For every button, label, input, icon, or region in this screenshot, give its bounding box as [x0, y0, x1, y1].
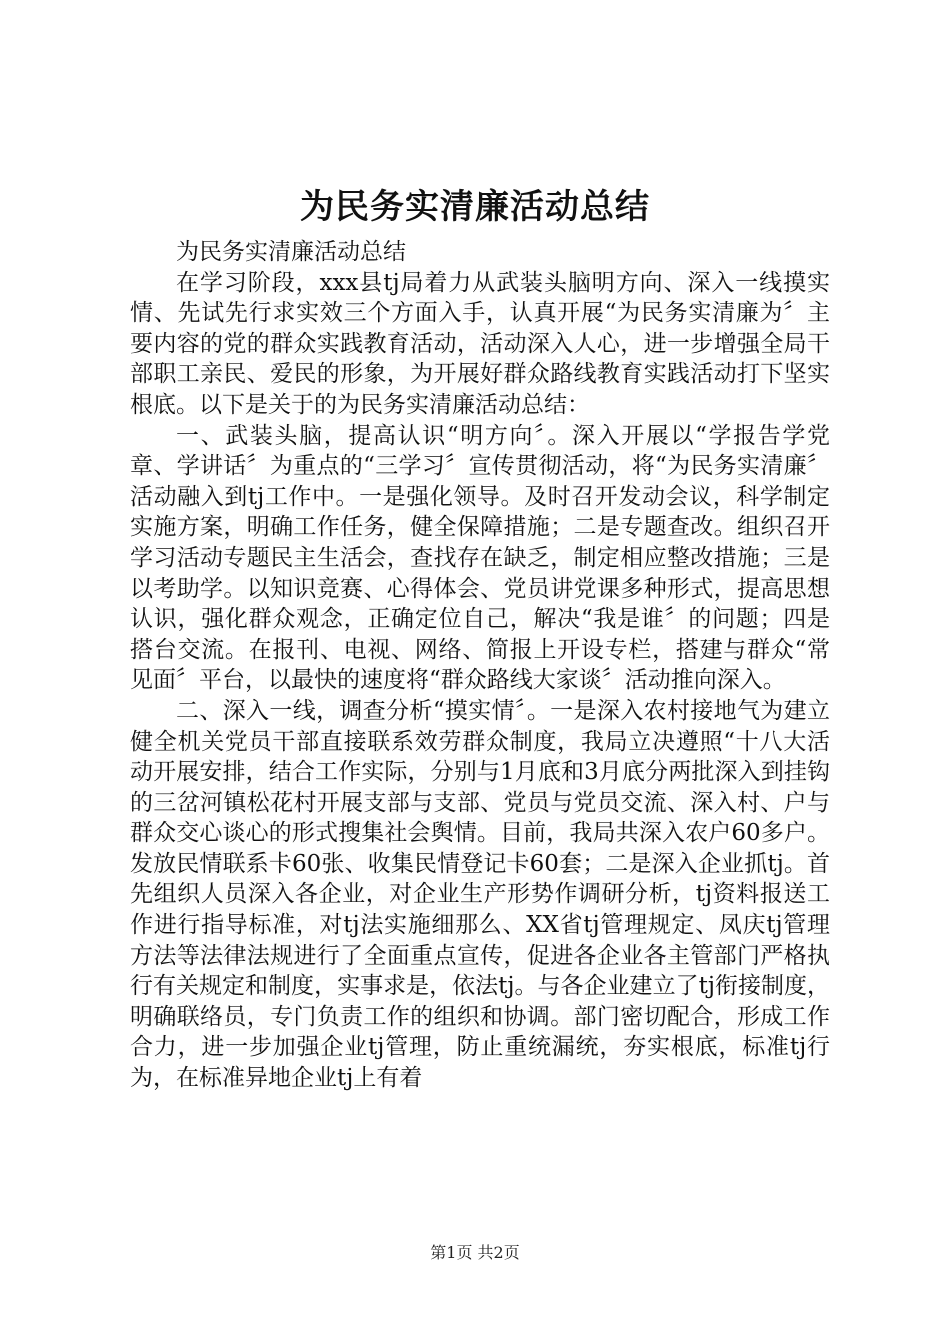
paragraph-intro: 在学习阶段，xxx县tj局着力从武装头脑明方向、深入一线摸实情、先试先行求实效三个方面入手，认真开展“为民务实清廉为〞主要内容的党的群众实践教育活动，活动深入人心，进一步增强全局干部职工亲民、爱民的形象，为开展好群众路线教育实践活动打下坚实根底。以下是关于的为民务实清廉活动总结： [130, 269, 830, 418]
page-number-footer: 第1页 共2页 [430, 1243, 520, 1262]
document-body [130, 237, 830, 1094]
paragraph-section-1: 一、武装头脑，提高认识“明方向〞。深入开展以“学报告学党章、学讲话〞为重点的“三学习〞宣传贯彻活动，将“为民务实清廉〞活动融入到tj工作中。一是强化领导。及时召开发动会议，科学制定实施方案，明确工作任务，健全保障措施；二是专题查改。组织召开学习活动专题民主生活会，查找存在缺乏，制定相应整改措施；三是以考助学。以知识竞赛、心得体会、党员讲党课多种形式，提高思想认识，强化群众观念，正确定位自己，解决“我是谁〞的问题；四是搭台交流。在报刊、电视、网络、简报上开设专栏，搭建与群众“常见面〞平台，以最快的速度将“群众路线大家谈〞活动推向深入。 [130, 422, 830, 694]
document-subtitle: 为民务实清廉活动总结 [176, 239, 406, 265]
document-title: 为民务实清廉活动总结 [300, 187, 650, 227]
paragraph-section-2: 二、深入一线，调查分析“摸实情〞。一是深入农村接地气为建立健全机关党员干部直接联系效劳群众制度，我局立决遵照“十八大活动开展安排，结合工作实际，分别与1月底和3月底分两批深入到挂钩的三岔河镇松花村开展支部与支部、党员与党员交流、深入村、户与群众交心谈心的形式搜集社会舆情。目前，我局共深入农户60多户。发放民情联系卡60张、收集民情登记卡60套；二是深入企业抓tj。首先组织人员深入各企业，对企业生产形势作调研分析，tj资料报送工作进行指导标准，对tj法实施细那么、XX省tj管理规定、凤庆tj管理方法等法律法规进行了全面重点宣传，促进各企业各主管部门严格执行有关规定和制度，实事求是，依法tj。与各企业建立了tj衔接制度，明确联络员，专门负责工作的组织和协调。部门密切配合，形成工作合力，进一步加强企业tj管理，防止重统漏统，夯实根底，标准tj行为，在标准异地企业tj上有着 [130, 697, 830, 1092]
